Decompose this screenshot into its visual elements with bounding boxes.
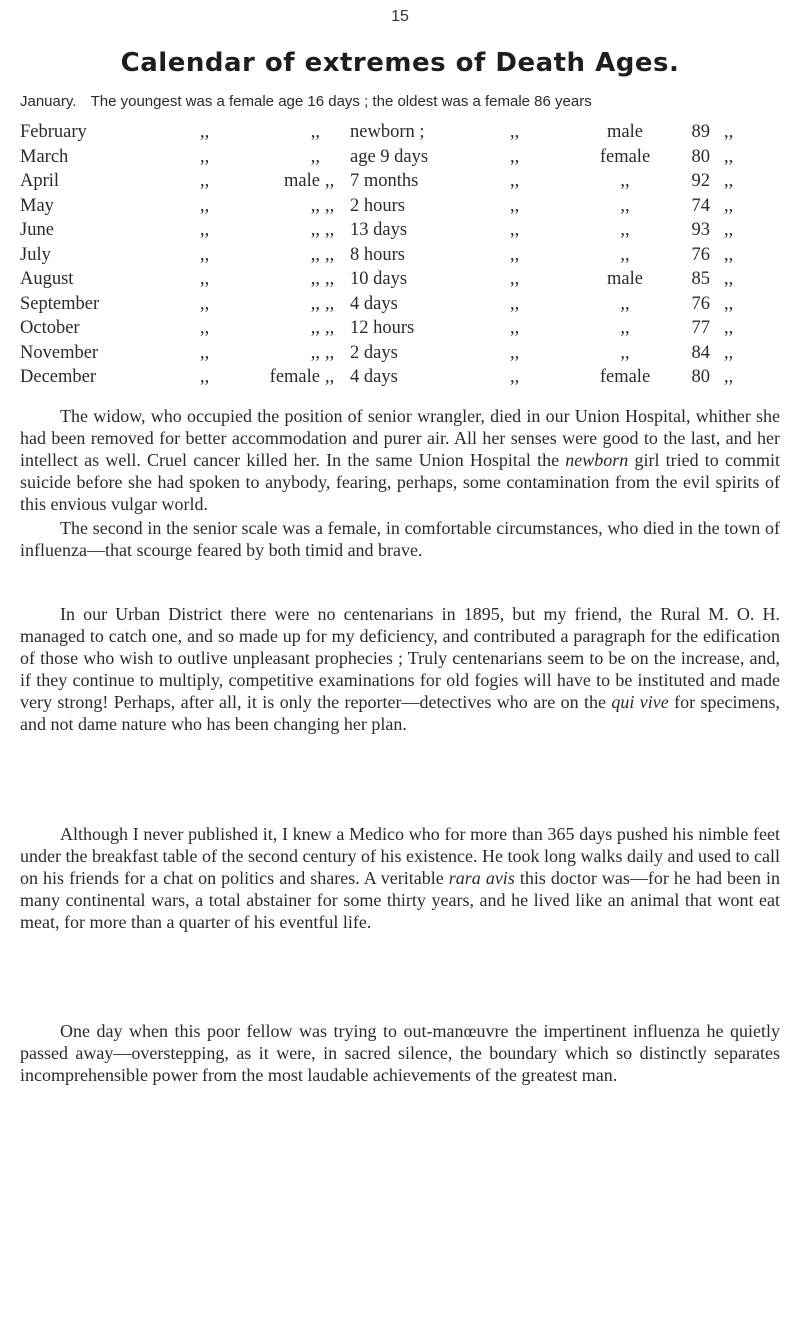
ditto-mark: ,, — [325, 367, 335, 387]
ditto-mark: ,, — [200, 220, 210, 240]
oldest-sex-cell: ,, — [620, 220, 630, 240]
ditto-mark: ,, — [510, 146, 520, 167]
youngest-age-cell: newborn ; — [350, 122, 425, 142]
ditto-mark: ,, — [325, 171, 335, 191]
oldest-age-cell: 93 — [691, 220, 710, 240]
table-row — [20, 343, 800, 368]
ditto-mark: ,, — [510, 318, 520, 338]
month-cell: March — [20, 146, 69, 167]
table-row — [20, 171, 800, 196]
month-cell: September — [20, 293, 100, 314]
oldest-sex-cell: male — [607, 269, 643, 289]
ditto-mark: ,, — [325, 244, 335, 265]
ditto-mark: ,, — [724, 122, 734, 142]
ditto-mark: ,, — [200, 171, 210, 191]
youngest-sex-cell: ,, — [310, 269, 320, 289]
ditto-mark: ,, — [200, 195, 210, 216]
table-row — [20, 294, 800, 319]
paragraph-influenza — [20, 1021, 780, 1087]
ditto-mark: ,, — [724, 244, 734, 265]
death-ages-table — [20, 122, 800, 392]
oldest-age-cell: 77 — [691, 318, 710, 338]
ditto-mark: ,, — [724, 342, 734, 363]
oldest-sex-cell: ,, — [620, 293, 630, 314]
youngest-sex-cell: ,, — [310, 293, 320, 314]
oldest-age-cell: 76 — [691, 293, 710, 314]
oldest-age-cell: 89 — [691, 122, 710, 142]
youngest-sex-cell: ,, — [310, 244, 320, 265]
oldest-sex-cell: male — [607, 122, 643, 142]
youngest-sex-cell: female — [269, 367, 320, 387]
ditto-mark: ,, — [325, 220, 335, 240]
ditto-mark: ,, — [325, 318, 335, 338]
month-cell: February — [20, 122, 87, 142]
youngest-sex-cell: ,, — [310, 195, 320, 216]
table-row — [20, 147, 800, 172]
oldest-sex-cell: ,, — [620, 195, 630, 216]
ditto-mark: ,, — [724, 171, 734, 191]
ditto-mark: ,, — [724, 269, 734, 289]
youngest-sex-cell: ,, — [310, 342, 320, 363]
paragraph-text: One day when this poor fellow was trying to out-manœuvre the impertinent influenza he quietly passed away—overstepping, as it were, in sacred silence, the boundary which so distinctly separates incomprehensible power from the most laudable achievements of the greatest man. — [20, 1021, 780, 1085]
ditto-mark: ,, — [200, 146, 210, 167]
youngest-age-cell: 2 hours — [350, 195, 405, 216]
table-row — [20, 122, 800, 147]
italic-term: qui vive — [611, 691, 669, 712]
ditto-mark: ,, — [200, 269, 210, 289]
ditto-mark: ,, — [200, 367, 210, 387]
youngest-sex-cell: ,, — [310, 146, 320, 167]
paragraph-text: The widow, who occupied the position of senior wrangler, died in our Union Hospital, whither she had been removed for better accommodation and purer air. All her senses were good to the last, and her intellect as well. Cruel cancer killed her. In the same Union Hospital the — [20, 406, 780, 470]
month-cell: May — [20, 195, 54, 216]
ditto-mark: ,, — [325, 195, 335, 216]
table-row — [20, 367, 800, 392]
oldest-sex-cell: ,, — [620, 318, 630, 338]
month-cell: August — [20, 269, 74, 289]
ditto-mark: ,, — [200, 122, 210, 142]
oldest-age-cell: 84 — [691, 342, 710, 363]
oldest-age-cell: 85 — [691, 269, 710, 289]
ditto-mark: ,, — [510, 220, 520, 240]
ditto-mark: ,, — [510, 244, 520, 265]
youngest-age-cell: 12 hours — [350, 318, 415, 338]
ditto-mark: ,, — [510, 195, 520, 216]
paragraph-text: girl tried to commit suicide before she had spoken to anybody, fearing, perhaps, some contamination from the evil spirits of this envious vulgar world. — [20, 449, 780, 514]
paragraph-widow — [20, 406, 780, 516]
ditto-mark: ,, — [200, 244, 210, 265]
ditto-mark: ,, — [724, 318, 734, 338]
youngest-age-cell: 8 hours — [350, 244, 405, 265]
youngest-sex-cell: ,, — [310, 220, 320, 240]
ditto-mark: ,, — [724, 195, 734, 216]
month-cell: November — [20, 342, 99, 363]
oldest-sex-cell: ,, — [620, 244, 630, 265]
youngest-sex-cell: male — [284, 171, 320, 191]
youngest-age-cell: 13 days — [350, 220, 408, 240]
ditto-mark: ,, — [325, 269, 335, 289]
paragraph-text: Although I never published it, I knew a Medico who for more than 365 days pushed his nimble feet under the breakfast table of the second century of his existence. He took long walks daily and used to call on his friends for a chat on politics and shares. A veritable — [20, 824, 780, 888]
oldest-sex-cell: female — [599, 367, 651, 387]
month-cell: June — [20, 220, 54, 240]
table-row — [20, 220, 800, 245]
oldest-age-cell: 80 — [691, 367, 710, 387]
ditto-mark: ,, — [200, 293, 210, 314]
paragraph-text: this doctor was—for he had been in many continental wars, a total abstainer for some thirty years, and he lived like an animal that wont eat meat, for more than a quarter of his eventful life. — [20, 867, 780, 932]
table-row — [20, 318, 800, 343]
ditto-mark: ,, — [510, 293, 520, 314]
table-row — [20, 269, 800, 294]
italic-term: newborn — [565, 449, 629, 470]
month-cell: December — [20, 367, 97, 387]
ditto-mark: ,, — [200, 318, 210, 338]
ditto-mark: ,, — [724, 146, 734, 167]
youngest-age-cell: 2 days — [350, 342, 398, 363]
intro-text: The youngest was a female age 16 days ; the oldest was a female 86 years — [90, 93, 592, 110]
ditto-mark: ,, — [200, 342, 210, 363]
ditto-mark: ,, — [724, 220, 734, 240]
paragraph-text: In our Urban District there were no centenarians in 1895, but my friend, the Rural M. O. H. managed to catch one, and so made up for my deficiency, and contributed a paragraph for the edification of those who wish to outlive unpleasant prophecies ; Truly centenarians seem to be on the increase, and, if they continue to multiply, competitive examinations for old fogies will have to be instituted and made very strong! Perhaps, after all, it is only the reporter—detectives who are on the — [20, 604, 780, 712]
paragraph-second-senior — [20, 518, 780, 562]
month-cell: April — [20, 171, 60, 191]
ditto-mark: ,, — [510, 122, 520, 142]
month-cell: July — [20, 244, 51, 265]
oldest-sex-cell: female — [599, 146, 651, 167]
ditto-mark: ,, — [724, 293, 734, 314]
youngest-age-cell: 4 days — [350, 367, 398, 387]
paragraph-text: The second in the senior scale was a female, in comfortable circumstances, who died in the town of influenza—that scourge feared by both timid and brave. — [20, 518, 780, 560]
youngest-age-cell: age 9 days — [350, 146, 429, 167]
oldest-sex-cell: ,, — [620, 171, 630, 191]
youngest-sex-cell: ,, — [310, 318, 320, 338]
oldest-age-cell: 80 — [691, 146, 710, 167]
youngest-age-cell: 4 days — [350, 293, 398, 314]
oldest-age-cell: 92 — [691, 171, 710, 191]
ditto-mark: ,, — [510, 342, 520, 363]
paragraph-centenarians — [20, 604, 780, 735]
ditto-mark: ,, — [510, 171, 520, 191]
oldest-sex-cell: ,, — [620, 342, 630, 363]
ditto-mark: ,, — [510, 367, 520, 387]
january-intro-line — [20, 93, 790, 110]
ditto-mark: ,, — [510, 269, 520, 289]
youngest-age-cell: 7 months — [350, 171, 419, 191]
page-title: Calendar of extremes of Death Ages. — [120, 48, 680, 78]
italic-term: rara avis — [448, 867, 515, 888]
table-row — [20, 196, 800, 221]
intro-month: January. — [20, 93, 77, 110]
oldest-age-cell: 74 — [691, 195, 710, 216]
ditto-mark: ,, — [325, 293, 335, 314]
ditto-mark: ,, — [325, 342, 335, 363]
table-row — [20, 245, 800, 270]
youngest-sex-cell: ,, — [310, 122, 320, 142]
month-cell: October — [20, 318, 80, 338]
paragraph-text: for specimens, and not dame nature who has been changing her plan. — [20, 691, 780, 734]
paragraph-medico — [20, 824, 780, 934]
page-number: 15 — [391, 8, 409, 25]
oldest-age-cell: 76 — [691, 244, 710, 265]
ditto-mark: ,, — [724, 367, 734, 387]
youngest-age-cell: 10 days — [350, 269, 408, 289]
